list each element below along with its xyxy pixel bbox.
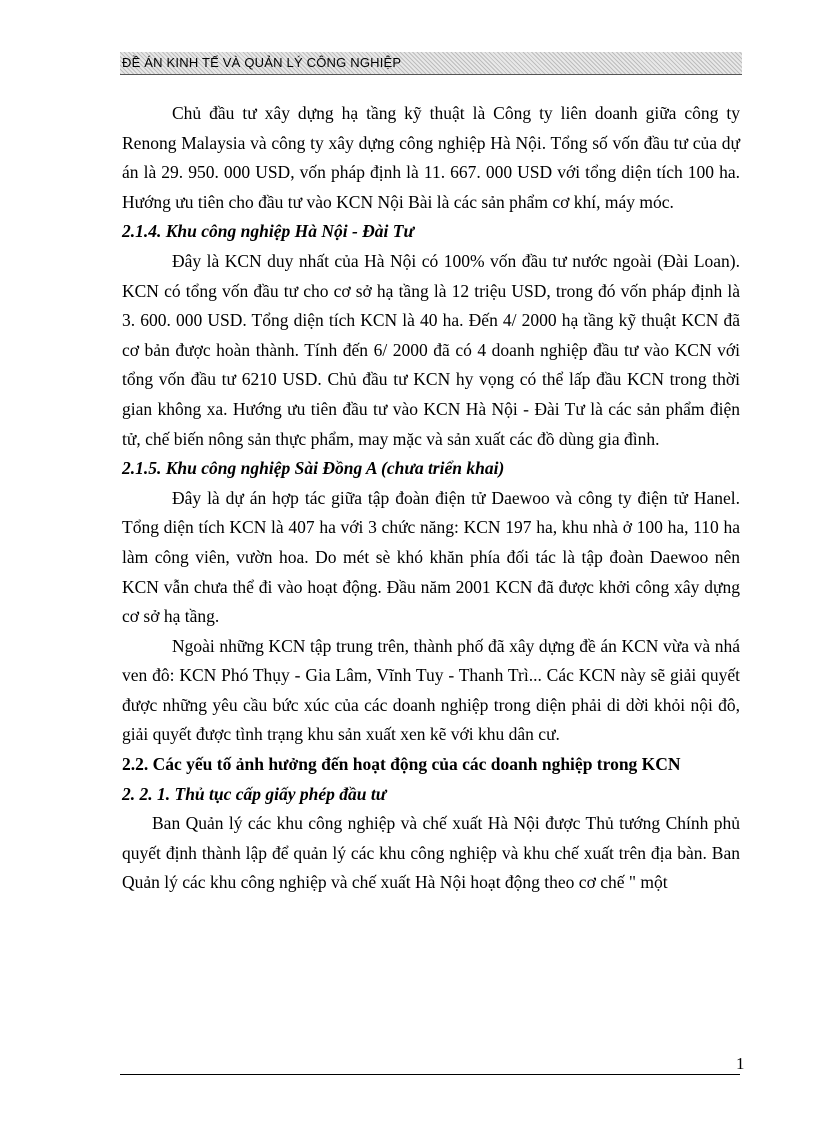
- header-title: ĐỀ ÁN KINH TẾ VÀ QUẢN LÝ CÔNG NGHIỆP: [122, 55, 402, 70]
- paragraph-other-kcn: Ngoài những KCN tập trung trên, thành phố đã xây dựng đề án KCN vừa và nhá ven đô: KCN Phó Thụy - Gia Lâm, Vĩnh Tuy - Thanh Trì... Các KCN này sẽ giải quyết được những yêu cầu bức xúc của các doanh nghiệp trong diện phải di dời khỏi nội đô, giải quyết được tình trạng khu sản xuất xen kẽ với khu dân cư.: [122, 635, 740, 745]
- page-number: 1: [736, 1054, 745, 1073]
- page-header: [120, 52, 742, 75]
- heading-2-2-1: 2. 2. 1. Thủ tục cấp giấy phép đầu tư: [122, 783, 387, 804]
- heading-2-1-4: 2.1.4. Khu công nghiệp Hà Nội - Đài Tư: [122, 221, 414, 242]
- paragraph-dai-tu: Đây là KCN duy nhất của Hà Nội có 100% vốn đầu tư nước ngoài (Đài Loan). KCN có tổng vốn đầu tư cho cơ sở hạ tầng là 12 triệu USD, trong đó vốn pháp định là 3. 600. 000 USD. Tổng diện tích KCN là 40 ha. Đến 4/ 2000 hạ tầng kỹ thuật KCN đã cơ bản được hoàn thành. Tính đến 6/ 2000 đã có 4 doanh nghiệp đầu tư vào KCN với tổng vốn đầu tư 6210 USD. Chủ đầu tư KCN hy vọng có thể lấp đầu KCN trong thời gian không xa. Hướng ưu tiên đầu tư vào KCN Hà Nội - Đài Tư là các sản phẩm điện tử, chế biến nông sản thực phẩm, may mặc và sản xuất các đồ dùng gia đình.: [122, 250, 740, 449]
- footer-divider: [120, 1074, 740, 1075]
- heading-2-2: 2.2. Các yếu tố ảnh hưởng đến hoạt động của các doanh nghiệp trong KCN: [122, 754, 681, 775]
- document-body: [122, 99, 740, 898]
- paragraph-management-board: Ban Quản lý các khu công nghiệp và chế xuất Hà Nội được Thủ tướng Chính phủ quyết định thành lập để quản lý các khu công nghiệp và khu chế xuất trên địa bàn. Ban Quản lý các khu công nghiệp và chế xuất Hà Nội hoạt động theo cơ chế " một: [122, 813, 740, 893]
- paragraph-sai-dong: Đây là dự án hợp tác giữa tập đoàn điện tử Daewoo và công ty điện tử Hanel. Tổng diện tích KCN là 407 ha với 3 chức năng: KCN 197 ha, khu nhà ở 100 ha, 110 ha làm công viên, vườn hoa. Do mét sè khó khăn phía đối tác là tập đoàn Daewoo nên KCN vẫn chưa thể đi vào hoạt động. Đầu năm 2001 KCN đã được khởi công xây dựng cơ sở hạ tầng.: [122, 487, 740, 627]
- heading-2-1-5: 2.1.5. Khu công nghiệp Sài Đồng A (chưa triển khai): [122, 458, 505, 479]
- paragraph-investor: Chủ đầu tư xây dựng hạ tầng kỹ thuật là Công ty liên doanh giữa công ty Renong Malaysia và công ty xây dựng công nghiệp Hà Nội. Tổng số vốn đầu tư của dự án là 29. 950. 000 USD, vốn pháp định là 11. 667. 000 USD với tổng diện tích 100 ha. Hướng ưu tiên cho đầu tư vào KCN Nội Bài là các sản phẩm cơ khí, máy móc.: [122, 103, 740, 212]
